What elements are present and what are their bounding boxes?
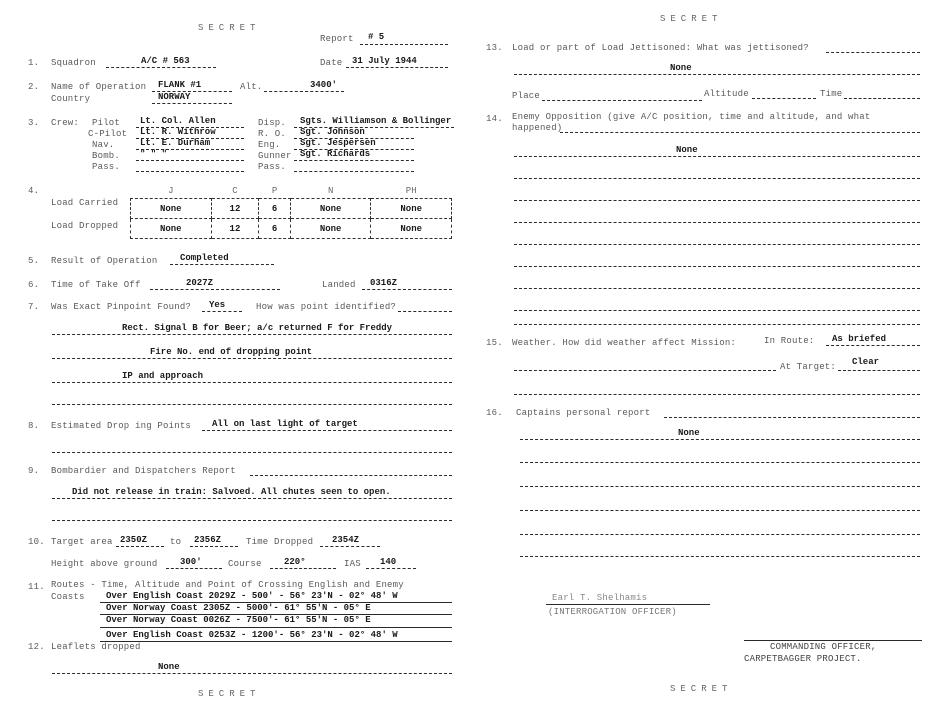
load-dropped-label: Load Dropped — [51, 221, 119, 231]
crew-label: Crew: — [51, 118, 80, 128]
dispatchers-value: Did not release in train: Salvoed. All chutes seen to open. — [72, 487, 391, 497]
commanding-officer: COMMANDING OFFICER, — [770, 642, 877, 652]
takeoff-label: Time of Take Off — [51, 280, 141, 290]
jettisoned-label: Load or part of Load Jettisoned: What was jettisoned? — [512, 43, 809, 53]
enroute-value: As briefed — [832, 334, 887, 344]
result-label: Result of Operation — [51, 256, 158, 266]
weather-label: Weather. How did weather affect Mission: — [512, 338, 737, 348]
takeoff-value: 2027Z — [186, 278, 214, 288]
squadron-label: Squadron — [51, 58, 96, 68]
opposition-label: Enemy Opposition (give A/C position, time and altitude, and what — [512, 112, 871, 122]
target-weather-value: Clear — [852, 357, 880, 367]
routes-label: Routes - Time, Altitude and Point of Crossing English and Enemy — [51, 580, 404, 590]
carpetbagger-project: CARPETBAGGER PROJECT. — [744, 654, 862, 664]
load-carried-row: None 12 6 None None — [131, 199, 452, 219]
load-table — [130, 184, 452, 239]
captains-report-value: None — [678, 428, 700, 438]
pinpoint-label: Was Exact Pinpoint Found? — [51, 302, 192, 312]
country-label: Country — [51, 94, 91, 104]
secret-header-right: SECRET — [660, 14, 723, 24]
pinpoint-value: Yes — [209, 300, 226, 310]
leaflets-label: Leaflets dropped — [51, 642, 141, 652]
identified-label: How was point identified? — [256, 302, 397, 312]
secret-footer-left: SECRET — [198, 689, 261, 699]
secret-header-left: SECRET — [198, 23, 261, 33]
jettisoned-value: None — [670, 63, 692, 73]
dispatchers-label: Bombardier and Dispatchers Report — [51, 466, 236, 476]
operation-label: Name of Operation — [51, 82, 147, 92]
alt-label: Alt. — [240, 82, 263, 92]
drop-points-value: All on last light of target — [212, 419, 358, 429]
leaflets-value: None — [158, 662, 180, 672]
target-area-label: Target area — [51, 537, 113, 547]
landed-value: 0316Z — [370, 278, 398, 288]
report-number: # 5 — [368, 32, 385, 42]
operation-value: FLANK #1 — [158, 80, 202, 90]
country-value: NORWAY — [158, 92, 191, 102]
date-value: 31 July 1944 — [352, 56, 417, 66]
landed-label: Landed — [322, 280, 356, 290]
secret-footer-right: SECRET — [670, 684, 733, 694]
report-label: Report — [320, 34, 354, 44]
interrogation-officer-title: (INTERROGATION OFFICER) — [548, 607, 677, 617]
load-table-header: J C P N PH — [168, 186, 417, 196]
load-carried-label: Load Carried — [51, 198, 119, 208]
squadron-value: A/C # 563 — [141, 56, 190, 66]
interrogation-officer-name: Earl T. Shelhamis — [552, 593, 648, 603]
load-dropped-row: None 12 6 None None — [131, 219, 452, 239]
drop-points-label: Estimated Drop ing Points — [51, 421, 192, 431]
result-value: Completed — [180, 253, 229, 263]
date-label: Date — [320, 58, 343, 68]
alt-value: 3400' — [310, 80, 338, 90]
opposition-value: None — [676, 145, 698, 155]
captains-report-label: Captains personal report — [516, 408, 651, 418]
